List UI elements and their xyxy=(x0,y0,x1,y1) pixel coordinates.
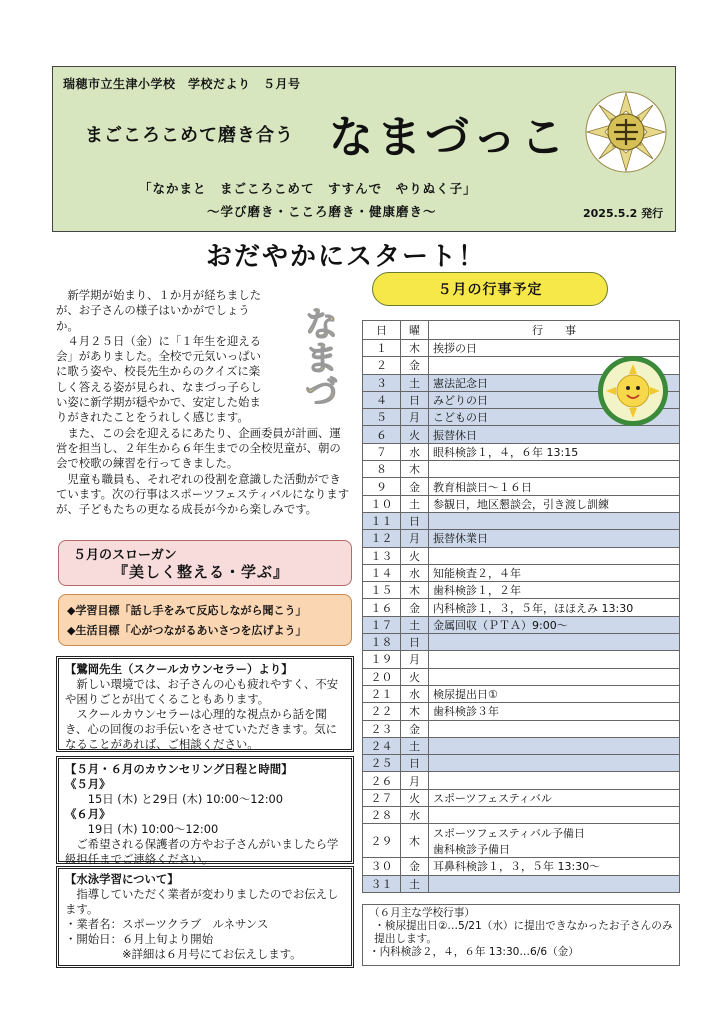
table-row xyxy=(363,512,680,529)
event-weekday: 金 xyxy=(401,599,429,616)
namazu-vertical-logo: なまづ xyxy=(298,306,338,408)
event-description xyxy=(429,461,680,478)
event-day: ３ xyxy=(363,374,401,391)
table-row xyxy=(363,564,680,581)
event-day: １４ xyxy=(363,564,401,581)
table-row xyxy=(363,824,680,858)
school-emblem-icon xyxy=(581,87,671,177)
swimming-body: 指導していただく業者が変わりましたのでお伝えします。 xyxy=(65,887,339,916)
table-row xyxy=(363,461,680,478)
table-row xyxy=(363,582,680,599)
table-row xyxy=(363,772,680,789)
event-day: １２ xyxy=(363,530,401,547)
event-day: ２２ xyxy=(363,703,401,720)
table-row xyxy=(363,807,680,824)
event-description: 挨拶の日 xyxy=(429,340,680,357)
counselor-paragraph: 新しい環境では、お子さんの心も疲れやすく、不安や困りごとが出てくることもあります。 xyxy=(65,677,339,706)
event-day: ２４ xyxy=(363,737,401,754)
schedule-note: ご希望される保護者の方やお子さんがいましたら学級担任までご連絡ください。 xyxy=(65,837,339,866)
event-weekday: 火 xyxy=(401,789,429,806)
event-day: １１ xyxy=(363,512,401,529)
event-description: 教育相談日～１６日 xyxy=(429,478,680,495)
event-line: スポーツフェスティバル予備日 xyxy=(433,826,585,840)
event-description xyxy=(429,772,680,789)
counselor-heading: 【鷺岡先生（スクールカウンセラー）より】 xyxy=(65,662,293,676)
intro-paragraph: 新学期が始まり、１か月が経ちましたが、お子さんの様子はいかがでしょうか。 xyxy=(56,288,262,333)
table-row xyxy=(363,547,680,564)
event-day: ８ xyxy=(363,461,401,478)
event-day: ２ xyxy=(363,357,401,374)
event-day: ４ xyxy=(363,391,401,408)
counselor-paragraph: スクールカウンセラーは心理的な視点から話を聞き、心の回復のお手伝いをさせていただきます。気になることがあれば、ご相談ください。 xyxy=(65,707,338,751)
event-description: みどりの日 xyxy=(429,391,680,408)
table-row xyxy=(363,530,680,547)
event-description: 耳鼻科検診１，３，５年 13:30～ xyxy=(429,858,680,875)
event-day: ２３ xyxy=(363,720,401,737)
event-day: ２１ xyxy=(363,685,401,702)
table-row xyxy=(363,858,680,875)
event-description: 内科検診１，３，５年，ほほえみ 13:30 xyxy=(429,599,680,616)
event-weekday: 木 xyxy=(401,582,429,599)
event-weekday: 月 xyxy=(401,409,429,426)
event-weekday: 日 xyxy=(401,634,429,651)
school-subtitle: ～学び磨き・こころ磨き・健康磨き～ xyxy=(207,204,437,219)
event-weekday: 月 xyxy=(401,651,429,668)
table-row xyxy=(363,426,680,443)
event-description xyxy=(429,668,680,685)
event-weekday: 火 xyxy=(401,426,429,443)
event-weekday: 火 xyxy=(401,547,429,564)
school-motto: 「なかまと まごころこめて すすんで やりぬく子」 xyxy=(139,181,477,196)
event-day: ５ xyxy=(363,409,401,426)
event-description xyxy=(429,737,680,754)
event-weekday: 木 xyxy=(401,703,429,720)
table-row xyxy=(363,443,680,460)
swimming-vendor: ・業者名：スポーツクラブ ルネサンス xyxy=(65,917,269,931)
swimming-note: ※詳細は６月号にてお伝えします。 xyxy=(122,947,302,961)
event-day: ２８ xyxy=(363,807,401,824)
may-label: 《５月》 xyxy=(65,777,111,791)
event-description xyxy=(429,720,680,737)
event-weekday: 水 xyxy=(401,443,429,460)
swimming-start: ・開始日：６月上旬より開始 xyxy=(65,932,214,946)
event-description: 眼科検診１，４，６年 13:15 xyxy=(429,443,680,460)
column-header: 日 xyxy=(363,321,401,340)
event-description: 憲法記念日 xyxy=(429,374,680,391)
events-title: ５月の行事予定 xyxy=(372,272,608,306)
event-day: ２０ xyxy=(363,668,401,685)
june-note-title: （６月主な学校行事） xyxy=(369,907,475,919)
event-weekday: 土 xyxy=(401,374,429,391)
event-weekday: 土 xyxy=(401,616,429,633)
event-weekday: 水 xyxy=(401,807,429,824)
table-row xyxy=(363,478,680,495)
newsletter-title: なまづっこ xyxy=(329,112,569,163)
event-day: ７ xyxy=(363,443,401,460)
event-day: ２９ xyxy=(363,824,401,858)
event-weekday: 土 xyxy=(401,495,429,512)
event-day: ２６ xyxy=(363,772,401,789)
table-row xyxy=(363,685,680,702)
event-description xyxy=(429,547,680,564)
event-weekday: 木 xyxy=(401,824,429,858)
event-weekday: 金 xyxy=(401,858,429,875)
event-weekday: 木 xyxy=(401,340,429,357)
table-row xyxy=(363,599,680,616)
newsletter-header xyxy=(52,66,676,232)
main-headline: おだやかにスタート！ xyxy=(206,242,487,272)
table-row xyxy=(363,616,680,633)
event-description: こどもの日 xyxy=(429,409,680,426)
event-weekday: 日 xyxy=(401,512,429,529)
event-description xyxy=(429,755,680,772)
event-weekday: 金 xyxy=(401,720,429,737)
event-description: 検尿提出日① xyxy=(429,685,680,702)
table-row xyxy=(363,737,680,754)
swimming-heading: 【水泳学習について】 xyxy=(65,872,179,886)
table-row xyxy=(363,651,680,668)
catchphrase: まごころこめて磨き合う xyxy=(85,125,294,146)
table-row xyxy=(363,720,680,737)
event-description xyxy=(429,807,680,824)
swimming-notice-box xyxy=(56,866,354,968)
column-header: 行 事 xyxy=(429,321,680,340)
event-day: １９ xyxy=(363,651,401,668)
event-description: 振替休日 xyxy=(429,426,680,443)
event-day: １５ xyxy=(363,582,401,599)
event-day: ９ xyxy=(363,478,401,495)
event-weekday: 月 xyxy=(401,530,429,547)
event-description: 振替休業日 xyxy=(429,530,680,547)
june-label: 《６月》 xyxy=(65,807,111,821)
table-row xyxy=(363,703,680,720)
slogan-title: ５月のスローガン xyxy=(73,548,177,563)
event-description xyxy=(429,651,680,668)
table-row xyxy=(363,789,680,806)
event-day: ２５ xyxy=(363,755,401,772)
issue-date: 2025.5.2 発行 xyxy=(583,207,664,220)
intro-paragraph: 児童も職員も、それぞれの役割を意識した活動ができています。次の行事はスポーツフェスティバルになりますが、子どもたちの更なる成長が今から楽しみです。 xyxy=(56,471,350,517)
table-header-row xyxy=(363,321,680,340)
learning-goal: ◆学習目標「話し手をみて反応しながら聞こう」 xyxy=(67,604,307,617)
event-line: 歯科検診予備日 xyxy=(433,842,510,856)
event-weekday: 水 xyxy=(401,564,429,581)
event-weekday: 土 xyxy=(401,875,429,892)
event-weekday: 金 xyxy=(401,357,429,374)
slogan-box xyxy=(58,540,352,586)
event-day: ３０ xyxy=(363,858,401,875)
event-description: 知能検査２，４年 xyxy=(429,564,680,581)
event-description xyxy=(429,512,680,529)
event-day: ２７ xyxy=(363,789,401,806)
event-day: １７ xyxy=(363,616,401,633)
table-row xyxy=(363,875,680,892)
event-description: 金属回収（ＰＴＡ）9:00～ xyxy=(429,616,680,633)
event-weekday: 金 xyxy=(401,478,429,495)
schedule-heading: 【５月・６月のカウンセリング日程と時間】 xyxy=(65,762,293,776)
event-day: １３ xyxy=(363,547,401,564)
event-description xyxy=(429,824,680,858)
table-row xyxy=(363,668,680,685)
may-dates: 15日 (木) と29日 (木) 10:00～12:00 xyxy=(87,792,284,806)
counseling-schedule-box xyxy=(56,756,354,864)
event-weekday: 木 xyxy=(401,461,429,478)
june-events-note xyxy=(362,904,680,966)
life-goal: ◆生活目標「心がつながるあいさつを広げよう」 xyxy=(67,624,307,637)
event-weekday: 日 xyxy=(401,755,429,772)
june-note-item: ・検尿提出日②…5/21（水）に提出できなかったお子さんのみ提出します。 xyxy=(374,920,673,945)
event-day: １８ xyxy=(363,634,401,651)
slogan-text: 『美しく整える・学ぶ』 xyxy=(113,563,290,581)
column-header: 曜 xyxy=(401,321,429,340)
event-day: ３１ xyxy=(363,875,401,892)
event-description: スポーツフェスティバル xyxy=(429,789,680,806)
june-note-item: ・内科検診２，４，６年 13:30…6/6（金） xyxy=(369,946,579,958)
event-description xyxy=(429,875,680,892)
event-weekday: 土 xyxy=(401,737,429,754)
event-weekday: 水 xyxy=(401,685,429,702)
table-row xyxy=(363,495,680,512)
event-day: １６ xyxy=(363,599,401,616)
counselor-message-box xyxy=(56,656,354,752)
table-row xyxy=(363,755,680,772)
event-day: ６ xyxy=(363,426,401,443)
intro-paragraph: ４月２５日（金）に「１年生を迎える会」がありました。全校で元気いっぱいに歌う姿や、校長先生からのクイズに楽しく答える姿が見られ、なまづっ子らしい姿に新学期が穏やかで、安定した始まりがきれたことをうれしく感じます。 xyxy=(56,333,262,425)
school-mascot-icon xyxy=(596,354,670,428)
event-description: 歯科検診１，２年 xyxy=(429,582,680,599)
goals-box xyxy=(58,594,352,646)
event-description xyxy=(429,634,680,651)
issue-label: 瑞穂市立生津小学校 学校だより ５月号 xyxy=(63,77,301,91)
table-row xyxy=(363,634,680,651)
event-description: 参観日，地区懇談会，引き渡し訓練 xyxy=(429,495,680,512)
event-weekday: 日 xyxy=(401,391,429,408)
june-dates: 19日 (木) 10:00～12:00 xyxy=(87,822,219,836)
event-day: １ xyxy=(363,340,401,357)
intro-paragraph: また、この会を迎えるにあたり、企画委員が計画、運営を担当し、２年生から６年生までの全校児童が、朝の会で校歌の練習を行ってきました。 xyxy=(56,425,341,471)
event-day: １０ xyxy=(363,495,401,512)
event-description: 歯科検診３年 xyxy=(429,703,680,720)
event-weekday: 火 xyxy=(401,668,429,685)
event-weekday: 月 xyxy=(401,772,429,789)
